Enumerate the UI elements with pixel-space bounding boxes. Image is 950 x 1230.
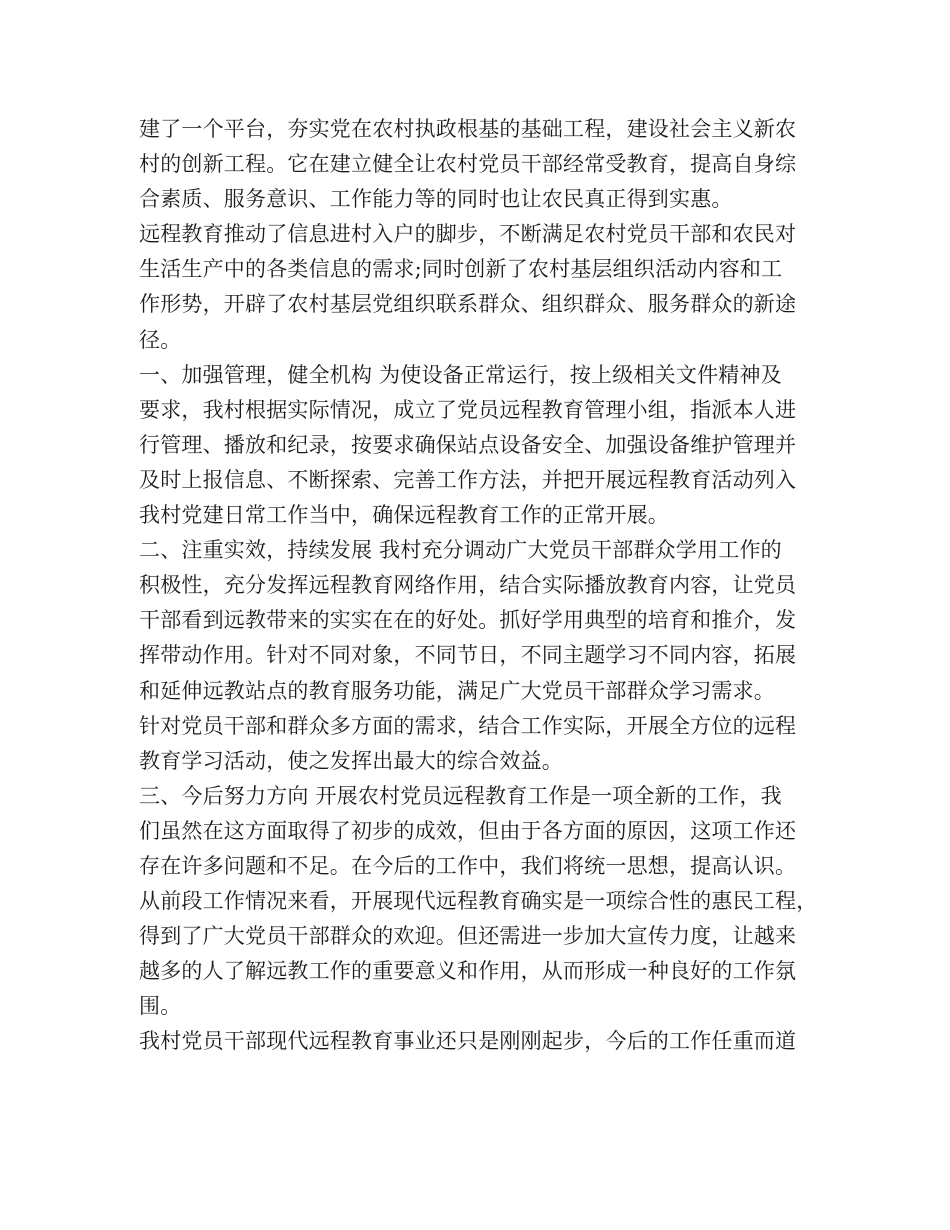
text-line: 教育学习活动，使之发挥出最大的综合效益。 [139, 748, 563, 773]
text-line: 存在许多问题和不足。在今后的工作中，我们将统一思想，提高认识。 [139, 853, 797, 878]
text-line: 针对党员干部和群众多方面的需求，结合工作实际，开展全方位的远程 [139, 713, 797, 738]
text-line: 围。 [139, 994, 182, 1019]
text-line: 三、今后努力方向 开展农村党员远程教育工作是一项全新的工作，我 [139, 783, 782, 808]
text-line: 们虽然在这方面取得了初步的成效，但由于各方面的原因，这项工作还 [139, 818, 797, 843]
text-line: 合素质、服务意识、工作能力等的同时也让农民真正得到实惠。 [139, 187, 733, 212]
text-line: 挥带动作用。针对不同对象，不同节日，不同主题学习不同内容，拓展 [139, 643, 797, 668]
text-line: 径。 [139, 327, 182, 352]
text-line: 我村党建日常工作当中，确保远程教育工作的正常开展。 [139, 503, 669, 528]
text-line: 及时上报信息、不断探索、完善工作方法，并把开展远程教育活动列入 [139, 467, 797, 492]
text-line: 远程教育推动了信息进村入户的脚步，不断满足农村党员干部和农民对 [139, 222, 797, 247]
text-line: 要求，我村根据实际情况，成立了党员远程教育管理小组，指派本人进 [139, 397, 797, 422]
text-line: 村的创新工程。它在建立健全让农村党员干部经常受教育，提高自身综 [139, 152, 797, 177]
text-line: 建了一个平台，夯实党在农村执政根基的基础工程，建设社会主义新农 [139, 117, 797, 141]
text-line: 得到了广大党员干部群众的欢迎。但还需进一步加大宣传力度，让越来 [139, 924, 797, 949]
text-line: 从前段工作情况来看，开展现代远程教育确实是一项综合性的惠民工程， [139, 889, 818, 914]
document-body [139, 112, 819, 1060]
text-line: 行管理、播放和纪录，按要求确保站点设备安全、加强设备维护管理并 [139, 432, 797, 457]
text-line: 二、注重实效，持续发展 我村充分调动广大党员干部群众学用工作的 [139, 538, 782, 563]
text-line: 生活生产中的各类信息的需求;同时创新了农村基层组织活动内容和工 [139, 257, 783, 282]
text-line: 作形势，开辟了农村基层党组织联系群众、组织群众、服务群众的新途 [139, 292, 797, 317]
text-line: 和延伸远教站点的教育服务功能，满足广大党员干部群众学习需求。 [139, 678, 775, 703]
text-line: 干部看到远教带来的实实在在的好处。抓好学用典型的培育和推介，发 [139, 608, 797, 633]
text-line: 我村党员干部现代远程教育事业还只是刚刚起步，今后的工作任重而道 [139, 1029, 797, 1054]
text-line: 越多的人了解远教工作的重要意义和作用，从而形成一种良好的工作氛 [139, 959, 797, 984]
text-line: 积极性，充分发挥远程教育网络作用，结合实际播放教育内容，让党员 [139, 573, 797, 598]
text-line: 一、加强管理，健全机构 为使设备正常运行，按上级相关文件精神及 [139, 362, 782, 387]
